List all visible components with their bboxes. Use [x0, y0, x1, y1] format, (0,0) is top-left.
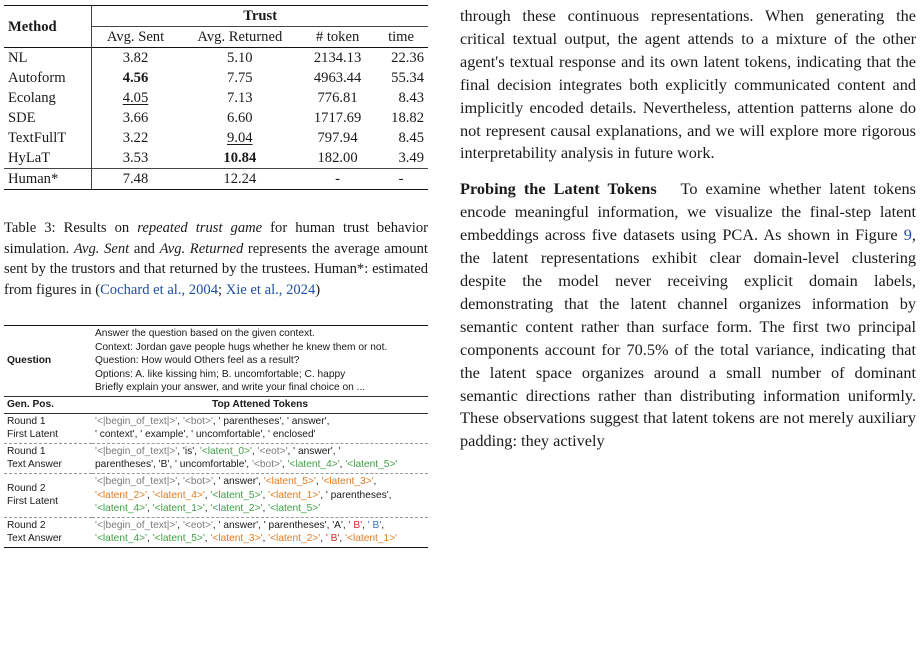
human-row [4, 169, 428, 190]
table-row [4, 517, 428, 547]
avg-returned-cell: 7.75 [227, 70, 253, 86]
col-time: time [388, 29, 415, 45]
token-text: , [147, 489, 153, 501]
token-text: , [315, 475, 322, 487]
token-text: , [281, 459, 288, 471]
caption-text: ) [315, 281, 321, 298]
token-line [95, 445, 425, 459]
attention-tokens-table [4, 325, 428, 548]
human-returned: 12.24 [179, 169, 301, 190]
table-row [4, 473, 428, 517]
token-gray: '<|begin_of_text|>' [95, 475, 178, 487]
caption-italic: Avg. Sent [73, 240, 130, 257]
token-green: '<latent_5>' [210, 489, 263, 501]
time-cell: 18.82 [391, 110, 424, 126]
round-label: Round 2 [7, 482, 46, 494]
avg-returned-cell: 5.10 [179, 48, 301, 69]
method-cell: Ecolang [4, 88, 92, 108]
table3-caption [4, 218, 428, 300]
token-text: , [251, 445, 258, 457]
citation-link[interactable]: Cochard et al., 2004 [100, 281, 218, 298]
token-text: , ' parentheses', ' answer', [212, 415, 330, 427]
gen-pos-cell [4, 517, 92, 547]
token-cell: 182.00 [317, 150, 358, 166]
top-tokens-header: Top Attened Tokens [92, 396, 428, 413]
token-gray: '<|begin_of_text|>' [95, 415, 178, 427]
right-column [460, 5, 916, 466]
gen-pos-cell [4, 473, 92, 517]
token-green: '<latent_2>' [210, 503, 263, 515]
token-line [95, 415, 425, 429]
question-line: Question: How would Others feel as a result? [95, 355, 300, 367]
caption-italic: repeated trust game [137, 220, 263, 236]
token-gray: '<|begin_of_text|>' [95, 519, 178, 531]
token-text: , [362, 519, 368, 531]
token-text: , [177, 519, 183, 531]
token-text: , [381, 519, 385, 531]
token-text: , ' parentheses', [320, 489, 392, 501]
token-green: '<latent_5>' [152, 533, 205, 545]
citation-link[interactable]: Xie et al., 2024 [225, 281, 316, 298]
token-orange: '<latent_2>' [268, 533, 321, 545]
token-line [95, 475, 425, 489]
position-label: Text Answer [7, 459, 62, 471]
time-cell: 22.36 [374, 48, 428, 69]
result-row [4, 128, 428, 148]
tokens-cell [92, 443, 428, 473]
round-label: Round 2 [7, 519, 46, 531]
token-text: , ' answer', ' [287, 445, 341, 457]
result-row [4, 108, 428, 128]
token-text: , ' answer', [212, 475, 264, 487]
token-orange: '<latent_2>' [95, 489, 148, 501]
question-row [4, 326, 428, 397]
token-text: , [262, 489, 269, 501]
method-cell: SDE [4, 108, 92, 128]
token-text: , [262, 503, 269, 515]
token-cell: 4963.44 [313, 70, 362, 86]
avg-returned-cell: 6.60 [227, 110, 253, 126]
token-text: , [373, 475, 377, 487]
token-green: '<latent_5>' [345, 459, 398, 471]
position-label: Text Answer [7, 533, 62, 545]
token-green: '<latent_0>' [199, 445, 252, 457]
question-text [92, 326, 428, 397]
table-row [4, 443, 428, 473]
time-cell: 3.49 [398, 150, 424, 166]
question-line: Context: Jordan gave people hugs whether he knew them or not. [95, 341, 388, 353]
gen-pos-cell [4, 443, 92, 473]
token-text: , ' answer', ' parentheses', 'A', [212, 519, 349, 531]
time-cell: 8.43 [398, 90, 424, 106]
token-text: , [177, 415, 183, 427]
token-line [95, 519, 425, 533]
token-green: '<latent_4>' [287, 459, 340, 471]
avg-sent-cell: 3.82 [92, 48, 179, 69]
caption-text: Table 3: Results on [4, 220, 138, 236]
token-orange: '<latent_1>' [345, 533, 398, 545]
token-red: ' B' [348, 519, 363, 531]
result-row [4, 148, 428, 169]
round-label: Round 1 [7, 415, 46, 427]
method-cell: Autoform [4, 68, 92, 88]
token-green: '<latent_4>' [95, 503, 148, 515]
token-line [95, 502, 425, 516]
gen-pos-cell [4, 413, 92, 443]
question-line: Briefly explain your answer, and write your final choice on ... [95, 382, 366, 394]
caption-text: ; [218, 281, 226, 298]
tokens-cell [92, 473, 428, 517]
token-orange: '<latent_3>' [321, 475, 374, 487]
method-cell: NL [4, 48, 92, 69]
result-row [4, 88, 428, 108]
avg-sent-cell: 3.22 [122, 130, 149, 146]
col-avg-returned: Avg. Returned [197, 29, 283, 45]
tokens-cell [92, 413, 428, 443]
paragraph-text: To examine whether latent tokens encode meaningful information, we visualize the final-step latent embeddings across five datasets using PCA. As shown in Figure [460, 179, 916, 245]
avg-sent-cell: 4.56 [122, 70, 149, 86]
human-sent: 7.48 [92, 169, 179, 190]
token-text: , [147, 533, 153, 545]
position-label: First Latent [7, 429, 58, 441]
token-red: ' B' [325, 533, 340, 545]
method-cell: TextFullT [4, 128, 92, 148]
human-time: - [374, 169, 428, 190]
token-text: ' context', ' example', ' uncomfortable', ' enclosed' [95, 429, 316, 441]
token-green: '<latent_1>' [152, 503, 205, 515]
section-heading: Probing the Latent Tokens [460, 179, 657, 199]
col-avg-sent: Avg. Sent [92, 27, 179, 48]
figure-reference-link[interactable]: 9 [903, 225, 912, 245]
token-gray: '<eot>' [182, 519, 213, 531]
caption-italic: Avg. Returned [159, 240, 244, 257]
token-gray: '<|begin_of_text|>' [95, 445, 178, 457]
result-row [4, 68, 428, 88]
avg-sent-cell: 4.05 [122, 90, 149, 106]
token-cell: 2134.13 [301, 48, 374, 69]
results-table [4, 5, 428, 190]
time-cell: 8.45 [398, 130, 424, 146]
token-gray: '<bot>' [251, 459, 282, 471]
method-cell: HyLaT [4, 148, 92, 169]
result-row [4, 48, 428, 69]
caption-text: and [129, 240, 160, 257]
token-line [95, 458, 425, 472]
avg-returned-cell: 9.04 [227, 130, 253, 146]
token-line [95, 532, 425, 546]
round-label: Round 1 [7, 445, 46, 457]
token-text: , 'is', [177, 445, 200, 457]
avg-returned-cell: 7.13 [227, 90, 253, 106]
token-text: , [204, 489, 211, 501]
token-cell: 1717.69 [313, 110, 362, 126]
trust-header: Trust [92, 6, 428, 27]
method-header: Method [4, 6, 92, 48]
token-gray: '<eot>' [257, 445, 288, 457]
token-text: , [204, 533, 211, 545]
token-line [95, 428, 425, 442]
token-line [95, 489, 425, 503]
token-gray: '<bot>' [182, 415, 213, 427]
token-text: , [204, 503, 211, 515]
paragraph [460, 178, 916, 453]
token-cell: 797.94 [317, 130, 358, 146]
table-row [4, 413, 428, 443]
avg-sent-cell: 3.53 [122, 150, 149, 166]
token-orange: '<latent_3>' [210, 533, 263, 545]
token-blue: ' B' [367, 519, 382, 531]
token-text: , [339, 533, 346, 545]
token-text: , [320, 533, 326, 545]
paragraph-text: , the latent representations exhibit clear domain-level clustering despite the model never receiving explicit domain labels, demonstrating that the latent channel organizes information by semantic content rather than surface form. The first two principal components account for 70.5% of the total variance, indicating that the latent space organizes around a small number of dominant semantic directions rather than distributing information uniformly. These observations suggest that latent tokens are not merely auxiliary padding: they actively [460, 225, 916, 451]
caption-text: for human trust behavior simulation. [4, 220, 428, 257]
gen-pos-header: Gen. Pos. [4, 396, 92, 413]
token-cell: 776.81 [317, 90, 358, 106]
token-orange: '<latent_1>' [268, 489, 321, 501]
token-text: , [339, 459, 346, 471]
token-orange: '<latent_4>' [152, 489, 205, 501]
question-label: Question [4, 326, 92, 397]
token-table-header [4, 396, 428, 413]
results-table-body [4, 48, 428, 169]
avg-sent-cell: 3.66 [122, 110, 149, 126]
token-text: , [147, 503, 153, 515]
col-token: # token [315, 29, 360, 45]
paragraph: through these continuous representations. When generating the critical textual output, the agent attends to a mixture of the other agent's textual response and its own latent tokens, indicating that the final decision integrates both explicitly communicated content and implicitly encoded details. Nevertheless, attention patterns alone do not represent causal explanations, and we will explore more rigorous interpretability analysis in future work. [460, 6, 916, 163]
human-method: Human* [4, 169, 92, 190]
question-line: Options: A. like kissing him; B. uncomfortable; C. happy [95, 368, 346, 380]
token-text: parentheses', 'B', ' uncomfortable', [95, 459, 252, 471]
token-text: , [177, 475, 183, 487]
position-label: First Latent [7, 496, 58, 508]
caption-text: represents the average amount sent by the trustors and that returned by the trustees. Human*: estimated from figures in ( [4, 240, 428, 298]
token-table-body [4, 413, 428, 547]
time-cell: 55.34 [391, 70, 424, 86]
avg-returned-cell: 10.84 [223, 150, 257, 166]
human-token: - [301, 169, 374, 190]
token-text: , [262, 533, 269, 545]
token-green: '<latent_4>' [95, 533, 148, 545]
question-line: Answer the question based on the given context. [95, 328, 315, 339]
token-gray: '<bot>' [182, 475, 213, 487]
token-orange: '<latent_5>' [263, 475, 316, 487]
token-green: '<latent_5>' [268, 503, 321, 515]
tokens-cell [92, 517, 428, 547]
